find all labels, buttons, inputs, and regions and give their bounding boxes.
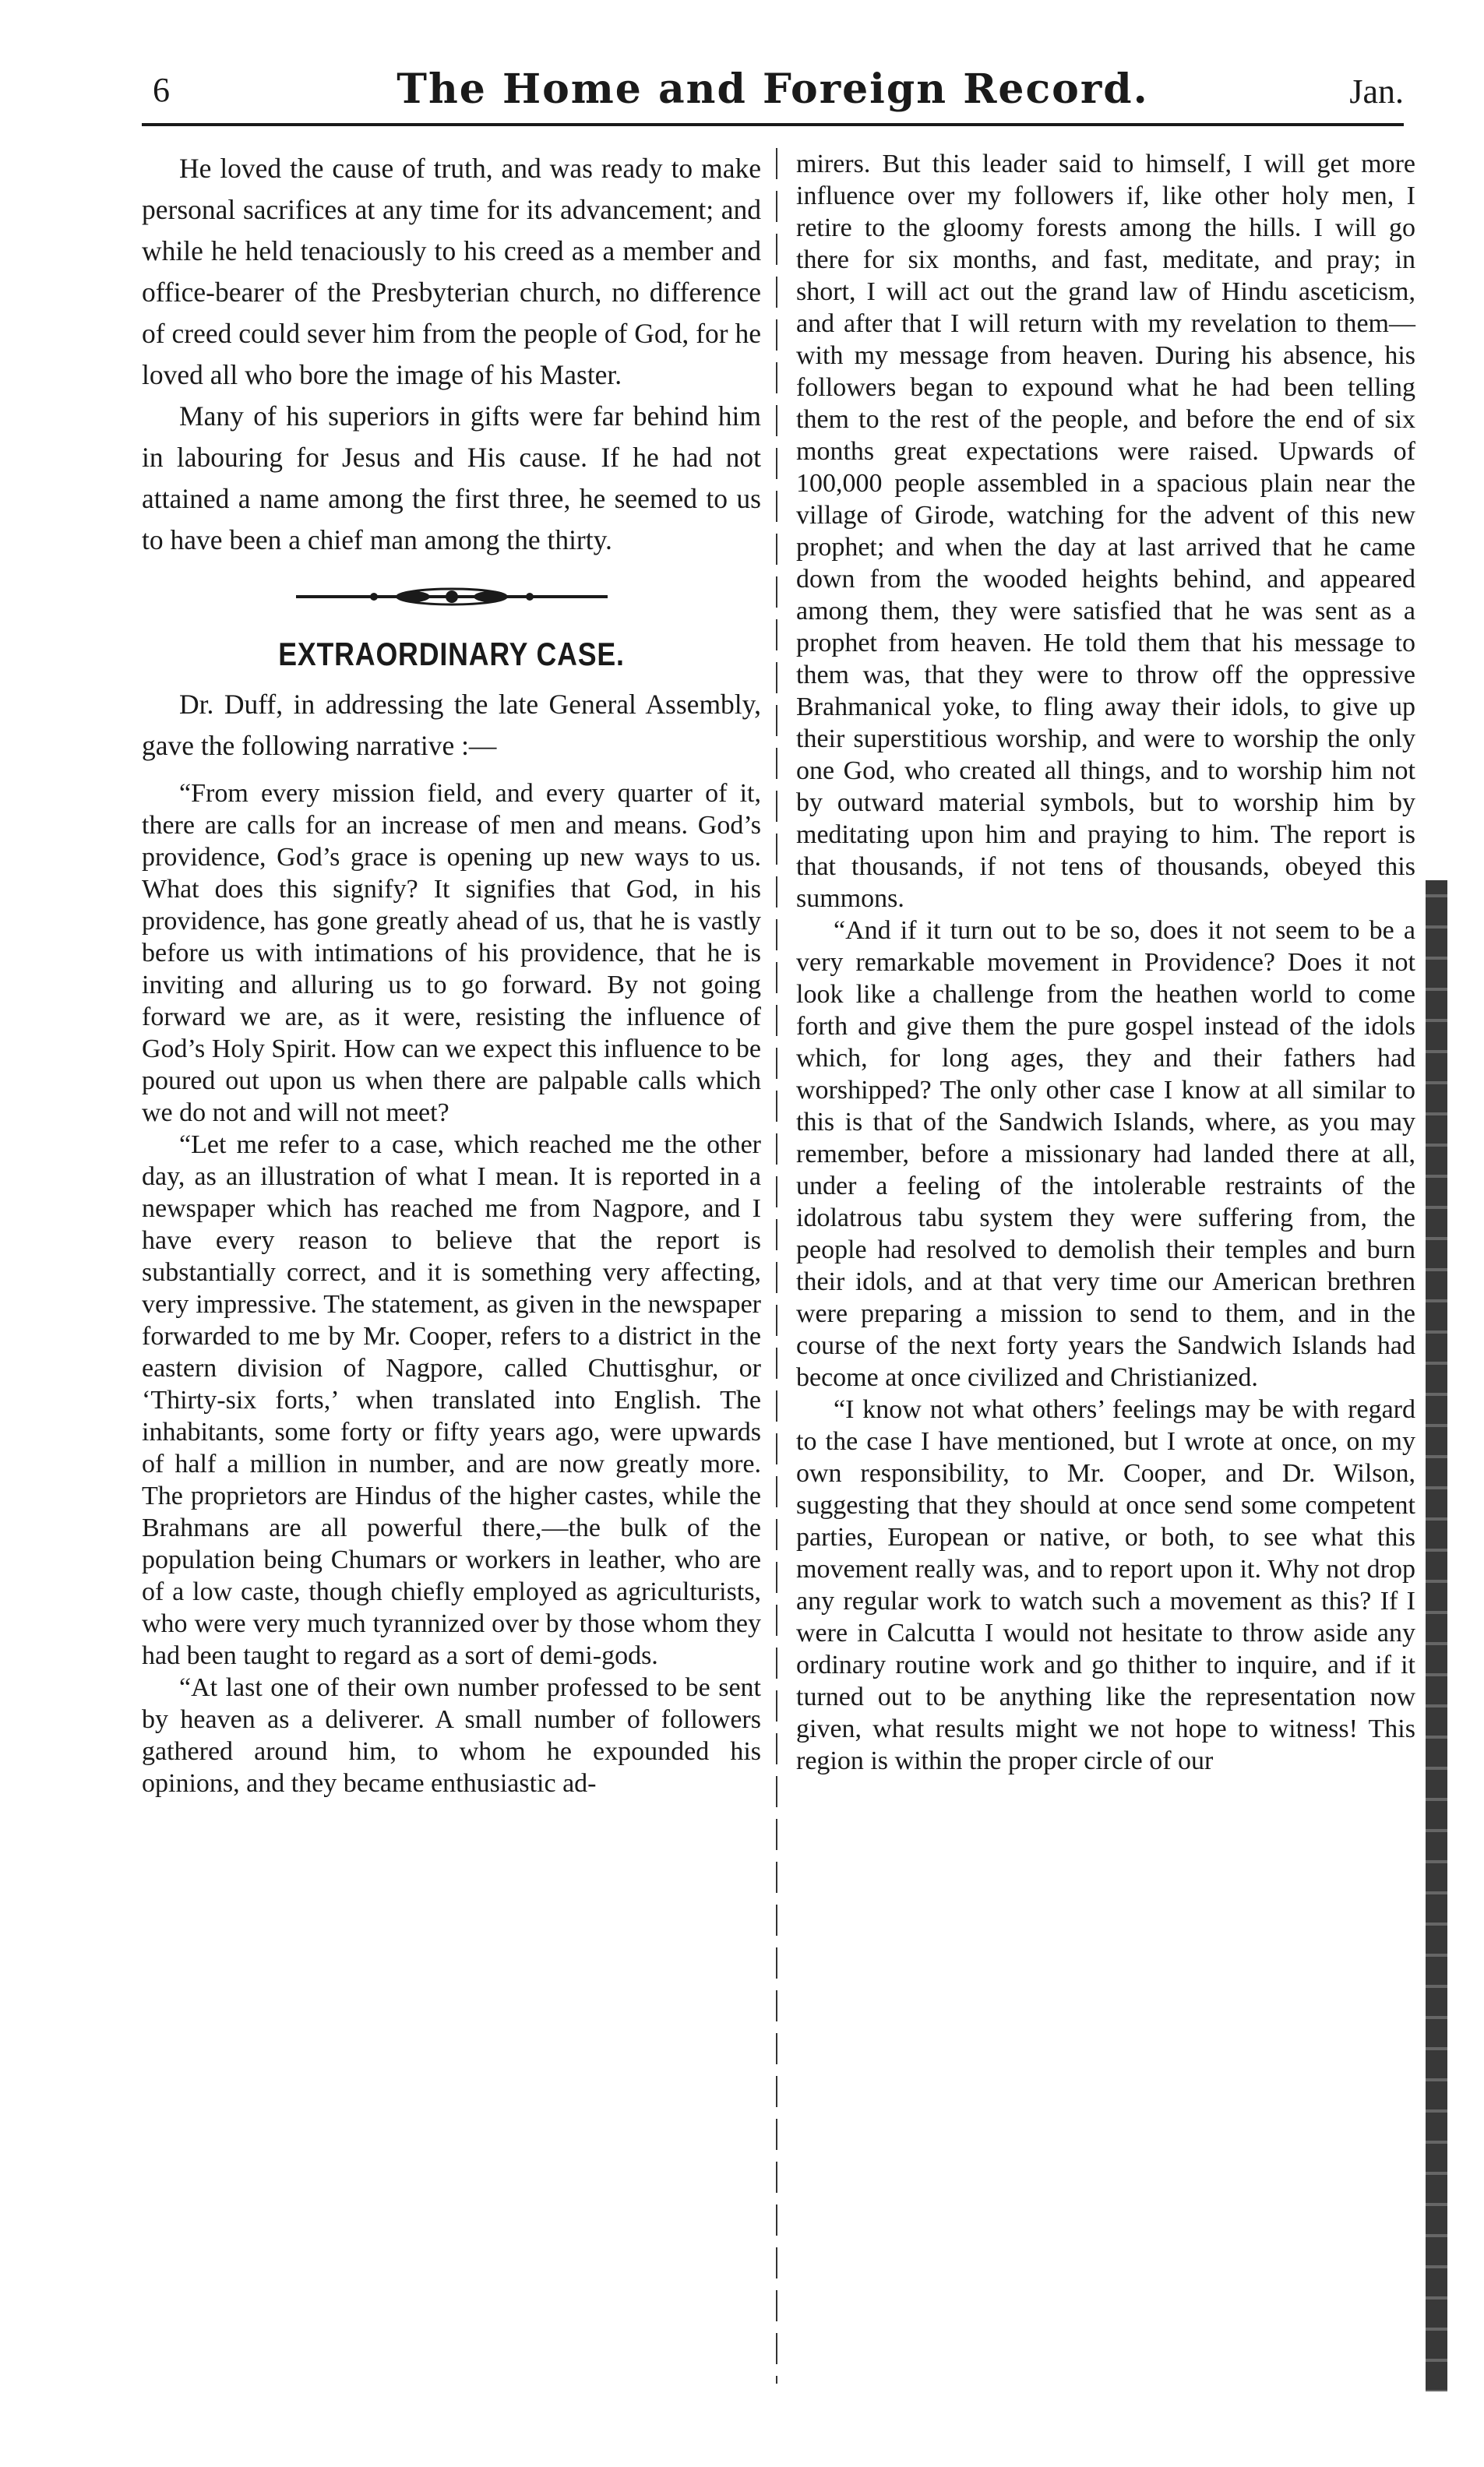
quote-paragraph: “And if it turn out to be so, does it not seem to be a very remarkable movement in Providence? Does it not look like a challenge from the heathen world to come forth and give them the pure gospel instead of the idols which, for long ages, they and their fathers had worshipped? The only other case I know at all similar to this is that of the Sandwich Islands, where, as you may remember, before a missionary had landed there at all, under a feeling of the intolerable restraints of the idolatrous tabu system they were suffering from, the people had resolved to demolish their temples and burn their idols, and at that very time our American brethren were preparing a mission to send to them, and in the course of the next forty years the Sandwich Islands had become at once civilized and Christianized. bbox=[796, 916, 1415, 1392]
quote-paragraph: “From every mission field, and every quarter of it, there are calls for an increase of men and means. God’s providence, God’s grace is opening up new ways to us. What does this signify? It signifies that God, in his providence, has gone greatly ahead of us, that he is vastly before us with intimations of his providence, that he is inviting and alluring us to go forward. By not going forward we are, as it were, resisting the influence of God’s Holy Spirit. How can we expect this influence to be poured out upon us when there are palpable calls which we do not and will not meet? bbox=[142, 779, 761, 1127]
intro-paragraph: Dr. Duff, in addressing the late General Assembly, gave the following narrative :— bbox=[142, 689, 761, 761]
obituary-paragraph: Many of his superiors in gifts were far behind him in labouring for Jesus and His cause. If he had not attained a name among the first three, he seemed to us to have been a chief man among the thirty. bbox=[142, 400, 761, 555]
quote-paragraph: “I know not what others’ feelings may be with regard to the case I have mentioned, but I wrote at once, on my own responsibility, to Mr. Cooper, and Dr. Wilson, suggesting that they should at once send some competent parties, European or native, or both, to see what this movement really was, and to report upon it. Why not drop any regular work to watch such a movement as this? If I were in Calcutta I would not hesitate to throw aside any ordinary routine work and go thither to inquire, and if it turned out to be anything like the representation now given, what results might we not hope to witness! This region is within the proper circle of our bbox=[796, 1395, 1415, 1775]
page-number: 6 bbox=[153, 71, 170, 109]
column-divider bbox=[776, 148, 777, 2384]
quote-paragraph: “At last one of their own number professed to be sent by heaven as a deliverer. A small number of followers gathered around him, to whom he expounded his opinions, and they became enthusiastic ad- bbox=[142, 1673, 761, 1798]
article-body-left bbox=[142, 777, 761, 1799]
quote-paragraph: “Let me refer to a case, which reached me the other day, as an illustration of what I mean. It is reported in a newspaper which has reached me from Nagpore, and I have every reason to believe that the report is substantially correct, and it is something very affecting, very impressive. The statement, as given in the newspaper forwarded to me by Mr. Cooper, refers to a district in the eastern division of Nagpore, called Chuttisghur, or ‘Thirty-six forts,’ when translated into English. The inhabitants, some forty or fifty years ago, were upwards of half a million in number, and are now greatly more. The proprietors are Hindus of the higher castes, while the Brahmans are all powerful there,—the bulk of the population being Chumars or workers in leather, who are of a low caste, though chiefly employed as agriculturists, who were very much tyrannized over by those whom they had been taught to regard as a sort of demi-gods. bbox=[142, 1130, 761, 1670]
article-heading: EXTRAORDINARY CASE. bbox=[278, 636, 625, 672]
continued-paragraph: mirers. But this leader said to himself, I will get more influence over my followers if, like other holy men, I retire to the gloomy forests among the hills. I will go there for six months, and fast, meditate, and pray; in short, I will act out the grand law of Hindu asceticism, and after that I will return with my revelation to them—with my message from heaven. During his absence, his followers began to expound what he had been telling them to the rest of the people, and before the end of six months great expectations were raised. Upwards of 100,000 people assembled in a spacious plain near the village of Girode, watching for the advent of this new prophet; and when the day at last arrived that he came down from the wooded heights behind, and appeared among them, they were satisfied that he was sent as a prophet from heaven. He told them that his message to them was, that they were to throw off the oppressive Brahmanical yoke, to fling away their idols, to give up their superstitious worship, and were to worship the only one God, who created all things, and to worship him not by outward material symbols, but to worship him by meditating upon him and praying to him. The report is that thousands, if not tens of thousands, obeyed this summons. bbox=[796, 150, 1415, 913]
issue-month: Jan. bbox=[1349, 72, 1404, 111]
page-header bbox=[142, 65, 1404, 118]
obituary-paragraph: He loved the cause of truth, and was ready to make personal sacrifices at any time for its advancement; and while he held tenaciously to his creed as a member and office-bearer of the Presbyterian church, no difference of creed could sever him from the people of God, for he loved all who bore the image of his Master. bbox=[142, 153, 761, 390]
ornamental-divider bbox=[288, 581, 615, 612]
journal-title: The Home and Foreign Record. bbox=[397, 65, 1149, 113]
obituary-section bbox=[142, 148, 761, 561]
header-rule bbox=[142, 123, 1404, 126]
article-intro bbox=[142, 684, 761, 767]
right-column bbox=[796, 148, 1415, 1777]
left-column bbox=[142, 148, 761, 1799]
scan-edge-shadow bbox=[1426, 880, 1447, 2391]
